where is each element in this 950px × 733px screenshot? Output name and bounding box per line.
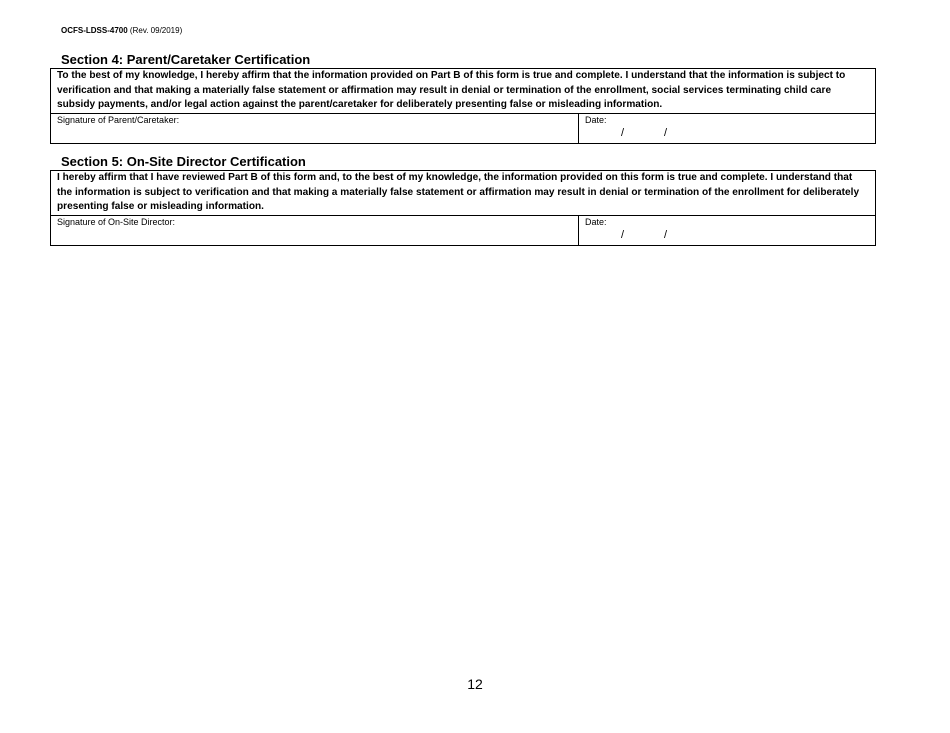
on-site-director-date-field[interactable] — [579, 216, 875, 245]
parent-caretaker-date-label: Date: — [585, 114, 607, 125]
section-4-statement: To the best of my knowledge, I hereby affirm that the information provided on Part B of this form is true and complete. I understand that the information is subject to verification and that making a materially false statement or affirmation may result in denial or termination of the enrollment, social services terminating child care subsidy payments, and/or legal action against the parent/caretaker for deliberately presenting false or misleading information. — [51, 69, 875, 114]
on-site-director-signature-field[interactable] — [51, 216, 579, 245]
section-4-certification-box — [50, 68, 876, 144]
form-identifier — [61, 26, 182, 36]
section-5-statement: I hereby affirm that I have reviewed Part B of this form and, to the best of my knowledge, the information provided on this form is true and complete. I understand that the information is subject to verification and that making a materially false statement or affirmation may result in denial or termination of the enrollment for deliberately presenting false or misleading information. — [51, 171, 875, 216]
date-separator: / — [664, 126, 668, 139]
on-site-director-date-label: Date: — [585, 216, 607, 227]
section-5-certification-box — [50, 170, 876, 246]
date-separator: / — [664, 228, 668, 241]
date-separator: / — [621, 228, 625, 241]
parent-caretaker-signature-label: Signature of Parent/Caretaker: — [57, 114, 180, 125]
parent-caretaker-date-field[interactable] — [579, 114, 875, 143]
parent-caretaker-signature-field[interactable] — [51, 114, 579, 143]
form-code: OCFS-LDSS-4700 — [61, 26, 128, 35]
page-number: 12 — [467, 676, 483, 692]
on-site-director-signature-label: Signature of On-Site Director: — [57, 216, 176, 227]
date-separator: / — [621, 126, 625, 139]
section-4-signature-row — [51, 114, 875, 143]
section-4-title: Section 4: Parent/Caretaker Certification — [61, 52, 311, 67]
form-revision: (Rev. 09/2019) — [129, 26, 183, 35]
section-5-title: Section 5: On-Site Director Certification — [61, 154, 306, 169]
section-5-signature-row — [51, 216, 875, 245]
